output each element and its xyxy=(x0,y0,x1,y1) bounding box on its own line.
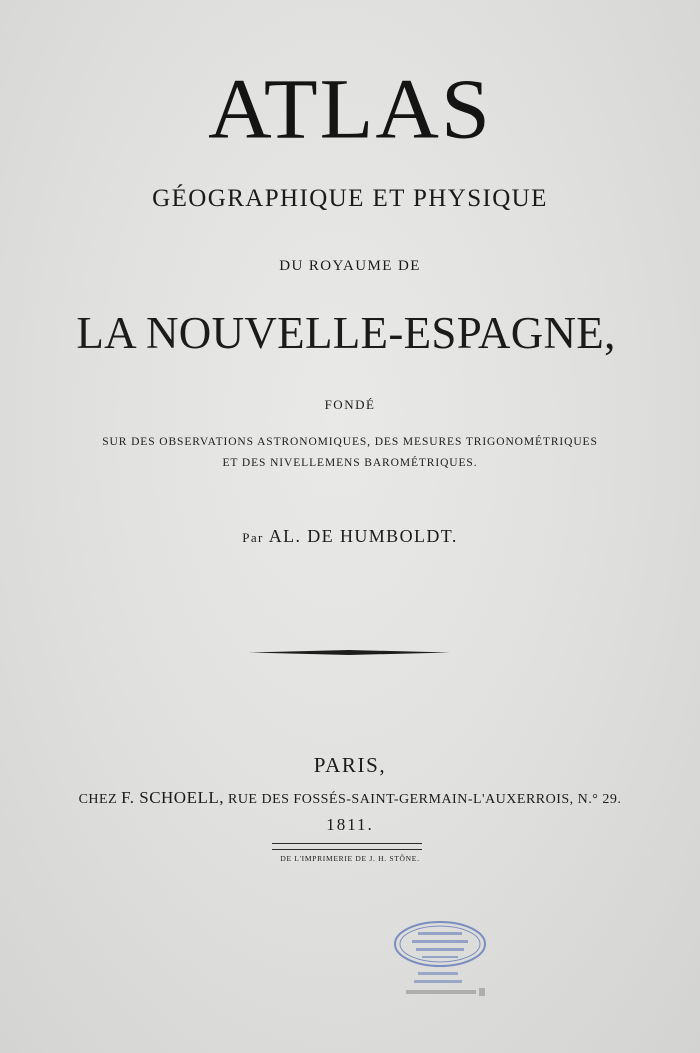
observations-line-1: SUR DES OBSERVATIONS ASTRONOMIQUES, DES MESURES TRIGONOMÉTRIQUES xyxy=(102,436,598,448)
printer-line: DE L'IMPRIMERIE DE J. H. STÔNE. xyxy=(280,854,420,863)
imprint-publisher-line xyxy=(0,788,700,810)
fonde-line: FONDÉ xyxy=(324,397,376,412)
observations-line-2: ET DES NIVELLEMENS BAROMÉTRIQUES. xyxy=(222,457,478,469)
publisher-address: RUE DES FOSSÉS-SAINT-GERMAIN-L'AUXERROIS, N.° 29. xyxy=(227,792,622,807)
page-title: ATLAS xyxy=(208,61,492,158)
imprint-year: 1811. xyxy=(326,815,374,834)
author-name: AL. DE HUMBOLDT. xyxy=(268,526,458,546)
publisher-prefix: CHEZ xyxy=(78,792,118,807)
double-rule xyxy=(272,843,422,850)
author-line xyxy=(0,524,700,550)
publisher-name: F. SCHOELL, xyxy=(121,788,224,807)
author-prefix: Par xyxy=(242,530,264,545)
ornamental-rule xyxy=(248,650,450,655)
imprint-city: PARIS, xyxy=(313,753,387,777)
royaume-line: DU ROYAUME DE xyxy=(279,258,421,274)
subtitle: GÉOGRAPHIQUE ET PHYSIQUE xyxy=(152,185,548,212)
main-title: LA NOUVELLE-ESPAGNE, xyxy=(76,308,616,358)
library-stamp-icon xyxy=(384,910,500,1006)
